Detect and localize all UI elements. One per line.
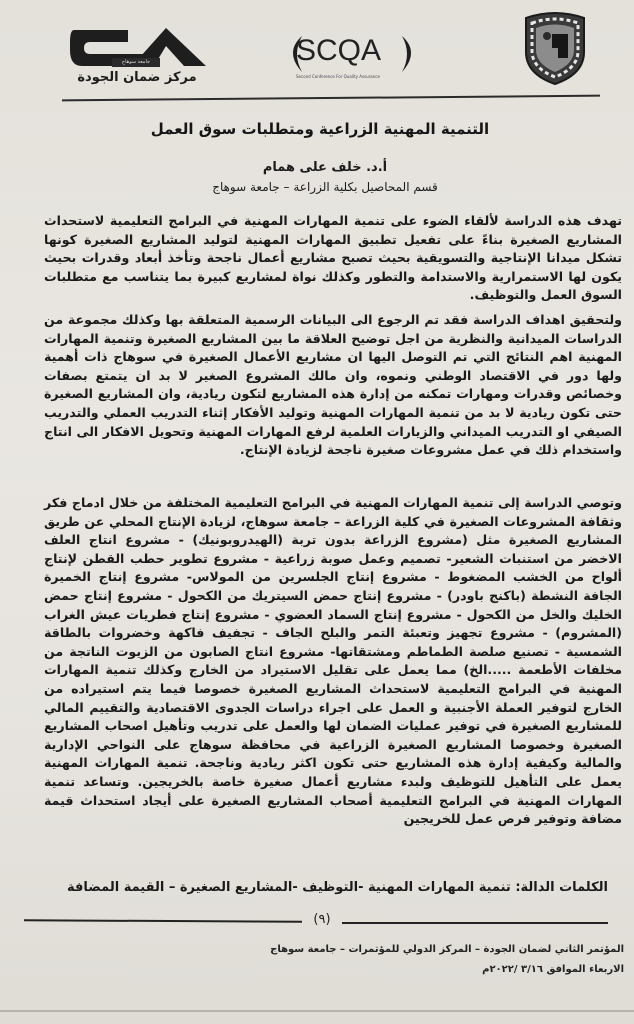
header-divider xyxy=(62,95,600,102)
paper-title: التنمية المهنية الزراعية ومتطلبات سوق العمل xyxy=(150,120,490,138)
scqa-logo-text: SCQA xyxy=(296,34,382,67)
footer-conference: المؤتمر الثاني لضمان الجودة – المركز الدولي للمؤتمرات – جامعة سوهاج xyxy=(270,944,624,955)
paper-author: أ.د. خلف على همام xyxy=(262,160,388,175)
ca-logo-subtitle: جامعة سوهاج xyxy=(112,58,160,67)
keywords: الكلمات الدالة: تنمية المهارات المهنية -التوظيف -المشاريع الصغيرة – القيمة المضافة xyxy=(67,880,608,895)
page-number: (٩) xyxy=(313,912,331,927)
ca-logo-name: مركز ضمان الجودة xyxy=(77,70,197,85)
abstract-paragraph-3: وتوصي الدراسة إلى تنمية المهارات المهنية في البرامج التعليمية المختلفة من خلال ادماج فكر وثقافة المشروعات الصغيرة في كلية الزراعة – جامعة سوهاج، لزيادة الإنتاج المحلي عن طريق المشاريع الصغيرة مثل (مشروع الزراعة بدون تربة (الهيدروبونيك) - مشروع انتاج العلف الاخضر من استنبات الشعير- تصميم وعمل صوبة زراعية - مشروع تطوير حطب القطن لإنتاج ألواح من الخشب المضغوط - مشروع إنتاج الجلسرين من المولاس- مشروع إنتاج الخميرة الجافة النشطة (باكنج باودر) - مشروع إنتاج حمض السيتريك من الكحول - مشروع إنتاج حمض الخليك والخل من الكحول - مشروع إنتاج السماد العضوي - مشروع إنتاج فطريات عيش الغراب (المشروم) - مشروع تجهيز وتعبئة التمر والبلح الجاف - تجفيف فاكهة وخضروات بالطاقة الشمسية - تصنيع صلصة الطماطم ومشتقاتها- مشروع انتاج الصابون من الزيوت الناتجة من مخلفات الأطعمة .....الخ) مما يعمل على تقليل الاستيراد من الخارج وكذلك تنمية المهارات المهنية في البرامج التعليمية لاستحداث المشاريع الصغيرة خصوصا فيما يتم استيراده من الخارج لتوفير العملة الأجنبية و العمل على اجراء دراسات الجدوى الاقتصادية والتقييم المالي للمشاريع الصغيرة في توفير عمليات الضمان لها والعمل على تدريب وتأهيل اصحاب المشاريع الصغيرة وخصوصا المشاريع الصغيرة الزراعية في محافظة سوهاج على النواحي الإدارية والمالية وكيفية إدارة هذه المشاريع حتى تكون اكثر ريادية وناجحة. تنمية المهارات المهنية يعمل على التأهيل للتوظيف ولبدء مشاريع أعمال صغيرة خاصة بالخريجين. وتساعد تنمية المهارات المهنية في البرامج التعليمية أصحاب المشاريع الصغيرة على أيجاد استحداث قيمة مضافة وتوفير فرص عمل للخريجين xyxy=(44,495,622,827)
abstract-paragraph-2: ولتحقيق اهداف الدراسة فقد تم الرجوع الى البيانات الرسمية المتعلقة بها وكذلك مجموعة من الدراسات الميدانية والنظرية من اجل توضيح العلاقة ما بين المشاريع الصغيرة وتنمية المهارات المهنية اهم النتائج التي تم التوصل اليها ان مشاريع الأعمال الصغيرة في سوهاج ذات أهمية ولها دور في الاقتصاد الوطني ونموه، وان مالك المشروع الصغير لا بد ان يتمتع بصفات وخصائص وقدرات ومهارات تمكنه من إدارة هذه المشاريع لتكون ريادية، وان المشاريع الصغيرة حتى تكون ريادية لا بد من تنمية المهارات المهنية وتوليد الأفكار إثناء التدريب العملي والتدريب الصيفي او التدريب الميداني والزيارات العلمية لرفع المهارات المهنية وتحويل الافكار الى انتاج واستخدام ذلك في عمل مشروعات صغيرة ناجحة لزيادة الإنتاج. xyxy=(44,312,622,458)
sohag-university-seal-icon xyxy=(520,8,590,86)
quality-assurance-center-logo xyxy=(66,26,211,86)
paper-affiliation: قسم المحاصيل بكلية الزراعة – جامعة سوهاج xyxy=(212,180,438,194)
footer-divider-right xyxy=(342,922,608,924)
scqa-logo-subtitle: Second Conference For Quality Assurance xyxy=(296,74,380,79)
scqa-logo xyxy=(282,30,422,85)
abstract-paragraph-1: تهدف هذه الدراسة لألقاء الضوء على تنمية المهارات المهنية في البرامج التعليمية لاستحداث المشاريع الصغيرة بناءً على تفعيل تطبيق المهارات المهنية لتوليد المشاريع الصغيرة كونها تشكل ميدانا الإنتاجية والتسويقية بحيث تصبح مشاريع أعمال ناجحة وتأخذ أبعاد وقدرات بحيث يكون لها الاستمرارية والاستدامة والتطور وكذلك نواة لمشاريع كبيرة بما يتناسب مع متطلبات السوق العمل والتوظيف. xyxy=(44,213,622,303)
page-bottom-edge xyxy=(0,1010,634,1012)
footer-divider-left xyxy=(24,919,302,922)
footer-date: الاربعاء الموافق ٣/١٦ /٢٠٢٢م xyxy=(482,964,624,975)
